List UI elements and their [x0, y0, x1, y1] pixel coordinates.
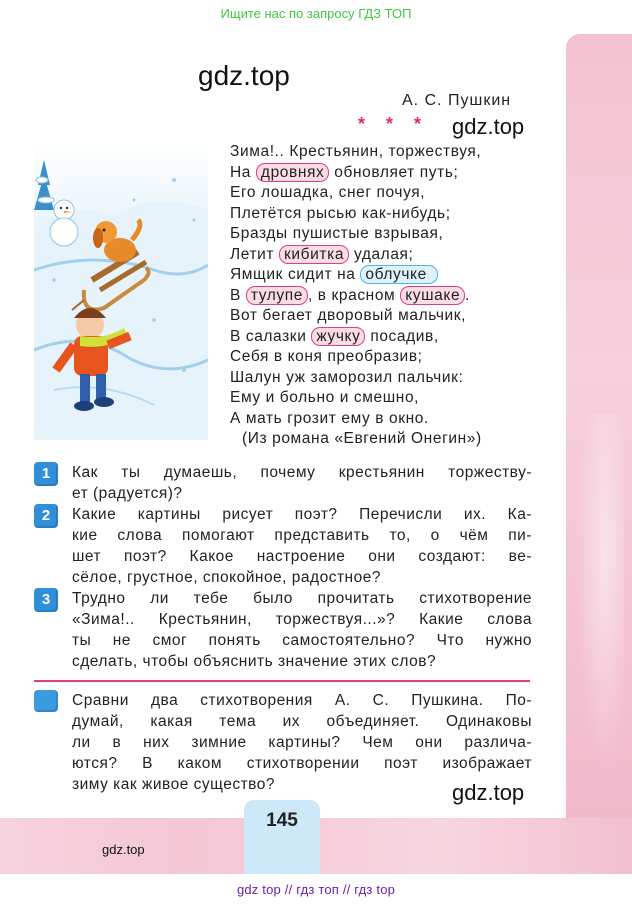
watermark-footer: gdz.top [102, 842, 145, 857]
question-2 [72, 504, 532, 588]
poem-line: Шалун уж заморозил пальчик: [230, 368, 464, 386]
poem-line: Его лошадка, снег почуя, [230, 184, 426, 201]
poem-line: В салазки жучку посадив, [230, 327, 439, 345]
question-line: сёлое, грустное, спокойное, радостное? [72, 569, 381, 586]
question-number-badge: 3 [34, 588, 58, 612]
snowman [50, 200, 78, 246]
winter-illustration [34, 140, 208, 440]
question-line: Какие картины рисует поэт? Перечисли их. Ка- [72, 506, 532, 523]
question-line: кие слова помогают представить то, о чём пи- [72, 527, 532, 544]
watermark-top: gdz.top [198, 60, 290, 91]
poem-line: Себя в коня преобразив; [230, 348, 423, 365]
poem [230, 142, 530, 429]
question-line: Как ты думаешь, почему крестьянин торжеству- [72, 464, 532, 481]
highlighted-word: жучку [311, 327, 365, 346]
highlighted-word-blue: облучке [360, 265, 437, 284]
poem-line: Зима!.. Крестьянин, торжествуя, [230, 143, 482, 160]
poem-line: Вот бегает дворовый мальчик, [230, 307, 467, 324]
question-number-badge: 2 [34, 504, 58, 528]
question-line: Трудно ли тебе было прочитать стихотворение [72, 590, 532, 607]
highlighted-word: кибитка [279, 245, 349, 264]
highlighted-word: кушаке [400, 286, 465, 305]
poem-line: Плетётся рысью как-нибудь; [230, 204, 451, 222]
poem-stars: * * * [358, 114, 430, 134]
poem-line: Летит кибитка удалая; [230, 245, 414, 263]
poem-line: Бразды пушистые взрывая, [230, 225, 444, 242]
question-line: шет поэт? Какое настроение они создают: ве- [72, 548, 532, 565]
poem-line: На дровнях обновляет путь; [230, 163, 459, 181]
question-line: ты не смог понять самостоятельно? Что нужно [72, 632, 532, 649]
question-line: ет (радуется)? [72, 485, 183, 502]
task-line: Сравни два стихотворения А. С. Пушкина. По- [72, 692, 532, 709]
top-banner: Ищите нас по запросу ГДЗ ТОП [220, 6, 412, 21]
question-1 [72, 462, 532, 504]
highlighted-word: дровнях [256, 163, 329, 182]
poem-line: Ему и больно и смешно, [230, 389, 420, 406]
highlighted-word: тулупе [246, 286, 308, 305]
extra-task-badge [34, 690, 58, 712]
poem-line: В тулупе , в красном кушаке . [230, 286, 471, 304]
pink-side-panel [566, 34, 632, 874]
watermark-right: gdz.top [452, 114, 525, 139]
question-3 [72, 588, 532, 672]
task-line: ются? В каком стихотворении поэт изображает [72, 755, 532, 772]
task-line: думай, какая тема их объединяет. Одинаковы [72, 713, 532, 730]
poem-source: (Из романа «Евгений Онегин») [242, 430, 482, 447]
watermark-bottom-right: gdz.top [452, 780, 525, 805]
section-divider [34, 680, 530, 682]
task-line: ли в них зимние картины? Чем они различа- [72, 734, 532, 751]
poem-line: Ямщик сидит на облучке [230, 265, 530, 286]
page-number-box [244, 800, 320, 874]
question-number-badge: 1 [34, 462, 58, 486]
bottom-banner: gdz top // гдз топ // гдз top [236, 882, 396, 897]
poem-author: А. С. Пушкин [402, 92, 512, 109]
poem-line: А мать грозит ему в окно. [230, 409, 429, 427]
page-number: 145 [266, 810, 298, 831]
task-line: зиму как живое существо? [72, 776, 275, 793]
question-line: сделать, чтобы объяснить значение этих слов? [72, 653, 437, 670]
question-line: «Зима!.. Крестьянин, торжествуя...»? Какие слова [72, 611, 532, 628]
